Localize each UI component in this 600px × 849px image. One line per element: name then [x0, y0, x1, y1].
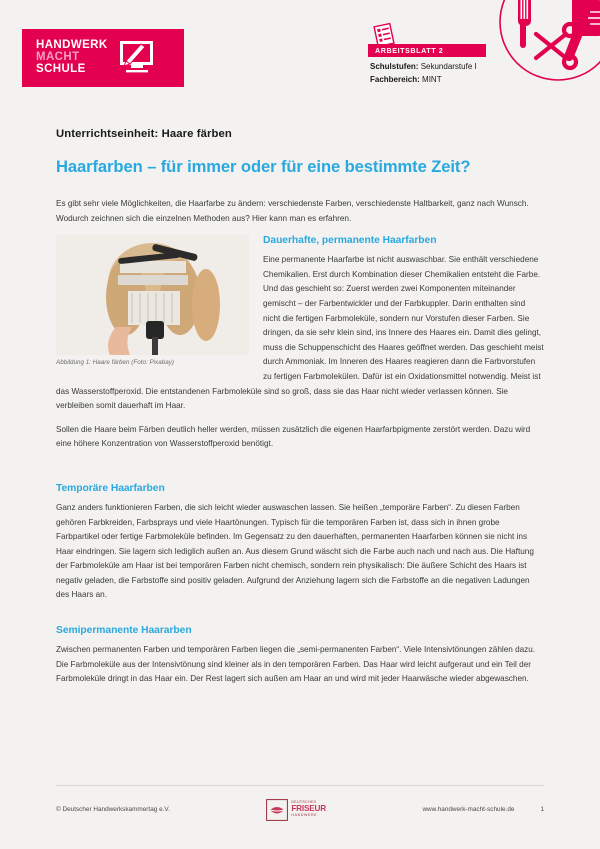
section-temporaere-para-1: Ganz anders funktionieren Farben, die sich leicht wieder auswaschen lassen. Sie heißen „temporäre Farben“. Zu diesen Farben gehören Farbkreiden, Farbsprays und viele Haartönungen. Typisch für die temporären Farben ist, dass sich in ihnen grobe Farbpartikel oder fertige Farbmoleküle befinden. Im Gegensatz zu den dauerhaften, permanenten Haarfarben können sie nicht ins Haar eindringen. Sie lagern sich lediglich außen an. Aus diesem Grund wäscht sich die Farbe auch nach und nach aus. Die Haftung der Farbmoleküle am Haar ist bei temporären Farben nicht chemisch, sondern rein physikalisch: Die äußere Schicht des Haars ist negativ geladen, die Farbstoffe sind positiv geladen. Aufgrund der Anziehung lagern sich die Farbstoffe an die negativen Ladungen des Haars an. [56, 502, 534, 600]
comb-icon [518, 0, 531, 48]
section-heading-semipermanente: Semipermanente Haararben [56, 625, 192, 637]
section-permanente-para-2: Sollen die Haare beim Färben deutlich heller werden, müssen zusätzlich die eigenen Haarfarbpigmente zerstört werden. Dazu wird eine höhere Konzentration von Wasserstoffperoxid benötigt. [56, 424, 531, 449]
meta-label-schulstufen: Schulstufen: [370, 62, 419, 71]
museum-text-top: DEUTSCHES [291, 800, 317, 805]
meta-label-fachbereich: Fachbereich: [370, 74, 420, 84]
footer-page-number: 1 [540, 806, 544, 813]
unit-kicker: Unterrichtseinheit: Haare färben [56, 128, 232, 140]
museum-text-main: FRISEUR [291, 804, 326, 814]
meta-value-schulstufen: Sekundarstufe I [420, 62, 477, 71]
meta-row-schulstufen [370, 61, 477, 74]
page-title: Haarfarben – für immer oder für eine bestimmte Zeit? [56, 157, 471, 176]
section-permanente [56, 235, 544, 461]
meta-row-fachbereich [370, 74, 477, 87]
footer-museum-logo [170, 799, 423, 821]
page-footer [56, 785, 544, 825]
worksheet-badge [368, 44, 486, 57]
section-permanente-para-1: Eine permanente Haarfarbe ist nicht auswaschbar. Sie enthält verschiedene Chemikalien. Erst durch Kombination dieser Chemikalien entsteht die Farbe. Und das geschieht so: Zuerst werden zwei Komponenten miteinander gemischt – der Farbentwickler und der Farbkuppler. Darin enthalten sind nicht die fertigen Farbmoleküle, sondern nur Vorstufen dieser Farben. Sie dringen, da sie sehr klein sind, ins Innere des Haares ein. Damit dies gelingt, muss die Schuppenschicht des Haares geöffnet werden. Das geschieht meist durch Ammoniak. Im Inneren des Haares reagieren dann die Farbvorstufen zu fertigen Farbmolekülen. Dafür ist ein Oxidationsmittel notwendig. Meist ist das Wasserstoffperoxid. Die entstandenen Farbmoleküle sind so groß, dass sie das Haar nicht wieder verlassen können. Sie verbleiben somit dauerhaft im Haar. [56, 255, 544, 411]
hairdryer-icon [564, 0, 600, 61]
figure-caption: Abbildung 1: Haare färben (Foto: Pixabay) [56, 359, 174, 367]
section-semipermanente-para-1: Zwischen permanenten Farben und temporären Farben liegen die „semi-permanenten Farben“. Viele Intensivtönungen zählen dazu. Die Farbmoleküle aus der Intensivtönung sind kleiner als in den temporären Farben. Das Haar wird leicht aufgeraut und ein Teil der Farbmoleküle dringt in das Haar ein. Der Rest lagert sich außen am Haar an und wird mit jeder Haarwäsche wieder abgewaschen. [56, 645, 536, 684]
brand-line-2: MACHT [36, 51, 80, 64]
section-heading-permanente: Dauerhafte, permanente Haarfarben [263, 235, 437, 247]
brand-line-1: HANDWERK [36, 39, 108, 52]
intro-paragraph: Es gibt sehr viele Möglichkeiten, die Haarfarbe zu ändern: verschiedenste Farben, verschiedenste Haltbarkeit, ganz nach Wunsch. Wodurch zeichnen sich die einzelnen Methoden aus? Hier kann man es erfahren. [56, 199, 529, 223]
brand-logo-text [36, 40, 108, 76]
museum-lips-icon [266, 799, 288, 821]
hairdressing-tools-decoration [494, 0, 600, 98]
header-meta [370, 61, 477, 87]
footer-website[interactable]: www.handwerk-macht-schule.de [422, 806, 515, 813]
document-content [56, 128, 544, 696]
figure-block [56, 235, 249, 366]
section-heading-temporaere: Temporäre Haarfarben [56, 482, 165, 494]
section-semipermanente [56, 625, 544, 687]
section-temporaere [56, 483, 544, 603]
meta-value-fachbereich: MINT [422, 74, 442, 84]
footer-copyright: © Deutscher Handwerkskammertag e.V. [56, 806, 170, 813]
museum-text-bottom: HANDWERK [291, 812, 318, 817]
hair-dyeing-photo [56, 235, 249, 355]
brand-line-3: SCHULE [36, 62, 86, 75]
worksheet-badge-label: ARBEITSBLATT 2 [375, 46, 444, 55]
monitor-tools-icon [114, 39, 156, 77]
brand-logo [22, 29, 184, 87]
page-header [0, 0, 600, 105]
